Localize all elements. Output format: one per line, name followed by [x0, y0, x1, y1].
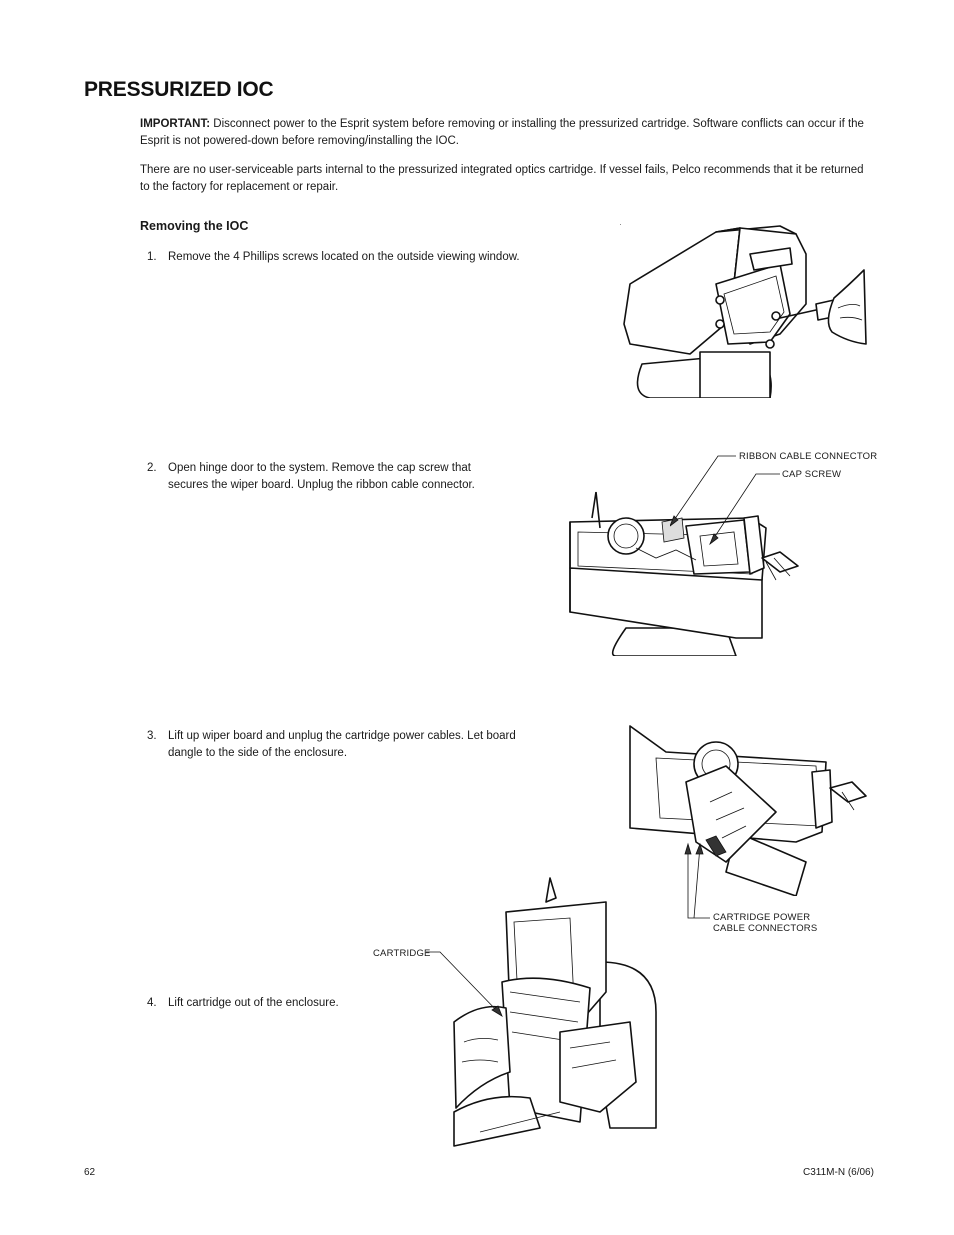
step-1 — [147, 249, 547, 269]
figure-4-leader — [426, 948, 506, 1020]
step-4 — [147, 995, 407, 1015]
page-number: 62 — [84, 1167, 96, 1178]
callout-cap-screw: CAP SCREW — [782, 469, 842, 480]
important-label: IMPORTANT: — [140, 118, 211, 130]
figure-3-leaders — [684, 842, 714, 922]
figure-wiper-board — [626, 722, 872, 896]
important-paragraph — [140, 116, 870, 150]
step-text: Lift up wiper board and unplug the cartridge power cables. Let board dangle to the side of the enclosure. — [168, 730, 516, 759]
step-3 — [147, 728, 537, 768]
step-number: 1. — [147, 251, 157, 263]
section-heading: Removing the IOC — [140, 219, 249, 233]
step-text: Lift cartridge out of the enclosure. — [168, 997, 339, 1009]
callout-cartridge: CARTRIDGE — [373, 948, 431, 959]
callout-power-cables-line2: CABLE CONNECTORS — [713, 923, 818, 934]
callout-ribbon-cable: RIBBON CABLE CONNECTOR — [739, 451, 878, 462]
figure-remove-screws — [620, 224, 868, 398]
important-text: Disconnect power to the Esprit system before removing or installing the pressurized cartridge. Software conflicts can occur if the Esprit is not powered-down before removing/installing the IOC. — [140, 118, 864, 147]
page-title: PRESSURIZED IOC — [84, 78, 274, 101]
step-text: Open hinge door to the system. Remove the cap screw that secures the wiper board. Unplug the ribbon cable connector. — [168, 462, 475, 491]
step-number: 2. — [147, 462, 157, 474]
step-text: Remove the 4 Phillips screws located on the outside viewing window. — [168, 251, 520, 263]
callout-power-cables-line1: CARTRIDGE POWER — [713, 912, 811, 923]
step-2 — [147, 460, 497, 500]
step-number: 3. — [147, 730, 157, 742]
step-number: 4. — [147, 997, 157, 1009]
document-code: C311M-N (6/06) — [803, 1167, 874, 1178]
note-paragraph: There are no user-serviceable parts internal to the pressurized integrated optics cartridge. If vessel fails, Pelco recommends that it be returned to the factory for replacement or repair. — [140, 164, 864, 193]
